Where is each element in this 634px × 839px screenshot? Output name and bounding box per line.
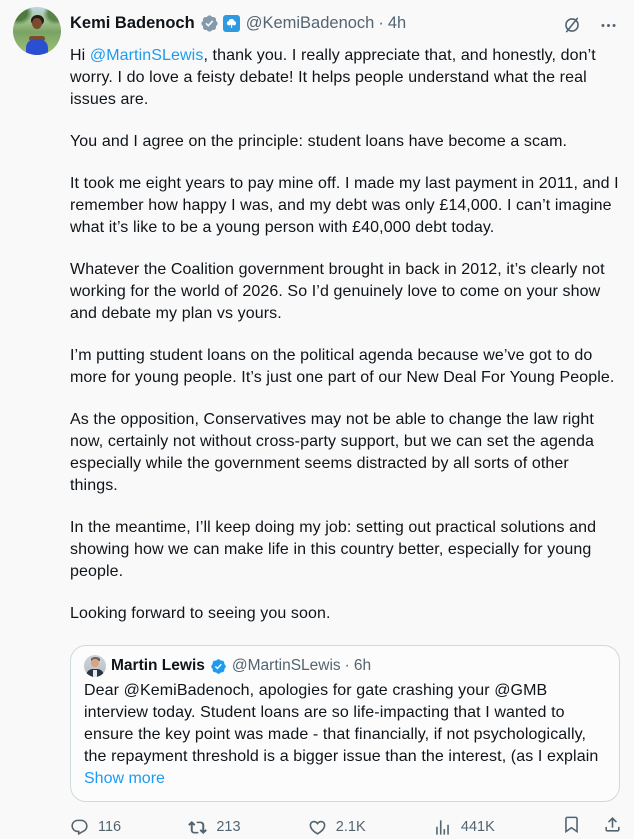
author-display-name[interactable]: Kemi Badenoch xyxy=(70,14,195,32)
avatar-foliage xyxy=(13,7,33,25)
tweet-action-bar xyxy=(70,815,622,839)
bookmark-button[interactable] xyxy=(562,815,581,839)
text-segment: , thank you. I really appreciate that, and honestly, don’t worry. I do love a feisty debate! It helps people understand what the real issues are. xyxy=(70,47,596,108)
reply-count: 116 xyxy=(98,819,122,835)
quoted-avatar xyxy=(84,655,106,677)
like-count: 2.1K xyxy=(335,819,366,835)
verified-badge-icon xyxy=(200,14,219,33)
quoted-avatar-shirt xyxy=(93,670,97,677)
quoted-tweet-card[interactable] xyxy=(70,645,620,802)
quoted-tweet-header xyxy=(84,655,606,677)
repost-icon xyxy=(188,818,207,837)
quoted-handle-group xyxy=(232,656,371,676)
grok-actions-icon[interactable] xyxy=(561,14,583,36)
tweet-paragraph: Whatever the Coalition government brought in back in 2012, it’s clearly not working for the world of 2026. So I’d genuinely love to come on your show and debate my plan vs yours. xyxy=(70,261,605,322)
repost-button[interactable] xyxy=(188,818,240,837)
avatar-foliage xyxy=(43,7,61,25)
separator-dot: · xyxy=(378,14,384,32)
avatar-dress xyxy=(26,39,48,55)
like-button[interactable] xyxy=(308,818,366,837)
text-segment: Hi xyxy=(70,47,90,64)
tweet-paragraph: I’m putting student loans on the political agenda because we’ve got to do more for young people. It’s just one part of our New Deal For Young People. xyxy=(70,347,615,386)
header-actions xyxy=(561,12,618,36)
reply-button[interactable] xyxy=(70,818,121,837)
tweet-paragraph: In the meantime, I’ll keep doing my job: setting out practical solutions and showing how we can make life in this country better, especially for young people. xyxy=(70,519,597,580)
affiliation-badge-icon[interactable] xyxy=(223,15,240,32)
avatar[interactable] xyxy=(13,7,61,55)
share-button[interactable] xyxy=(603,815,622,839)
like-icon xyxy=(308,818,327,837)
action-right-group xyxy=(562,815,622,839)
author-handle: @KemiBadenoch xyxy=(245,14,375,32)
tweet-paragraph xyxy=(70,45,620,111)
quoted-author-handle: @MartinSLewis xyxy=(231,657,341,674)
bookmark-icon xyxy=(562,815,581,834)
tweet-paragraph: It took me eight years to pay mine off. I made my last payment in 2011, and I remember how happy I was, and my debt was only £14,000. I can’t imagine what it’s like to be a young person with £40,000 debt today. xyxy=(70,175,619,236)
author-name-row xyxy=(70,12,406,34)
reply-icon xyxy=(70,818,89,837)
tweet-paragraph: Looking forward to seeing you soon. xyxy=(70,605,331,622)
show-more-link[interactable]: Show more xyxy=(84,770,165,787)
views-button[interactable] xyxy=(433,818,495,837)
quoted-timestamp: 6h xyxy=(353,657,372,674)
quoted-tweet-text: Dear @KemiBadenoch, apologies for gate crashing your @GMB interview today. Student loans are so life-impacting that I wanted to ensure the key point was made - that financially, if not psychologically, the repayment threshold is a bigger issue than the interest, (as I explain xyxy=(84,682,599,765)
quoted-avatar-face xyxy=(91,659,99,668)
tweet-text xyxy=(70,45,620,625)
repost-count: 213 xyxy=(216,819,241,835)
avatar-face xyxy=(32,18,42,29)
share-icon xyxy=(603,815,622,834)
tweet-header xyxy=(70,12,618,36)
views-icon xyxy=(433,818,452,837)
quoted-author-name: Martin Lewis xyxy=(111,657,205,674)
tweet-paragraph: You and I agree on the principle: student loans have become a scam. xyxy=(70,133,568,150)
more-options-icon[interactable] xyxy=(599,16,618,35)
mention-link[interactable]: @MartinSLewis xyxy=(89,47,204,64)
timestamp: 4h xyxy=(387,14,407,32)
tweet-paragraph: As the opposition, Conservatives may not be able to change the law right now, certainly not without cross-party support, but we can set the agenda especially while the government seems distracted by all sorts of other things. xyxy=(70,411,595,494)
view-count: 441K xyxy=(460,819,495,835)
quoted-verified-badge-icon xyxy=(210,658,227,675)
author-handle-group[interactable] xyxy=(246,12,407,34)
separator-dot: · xyxy=(344,657,350,674)
